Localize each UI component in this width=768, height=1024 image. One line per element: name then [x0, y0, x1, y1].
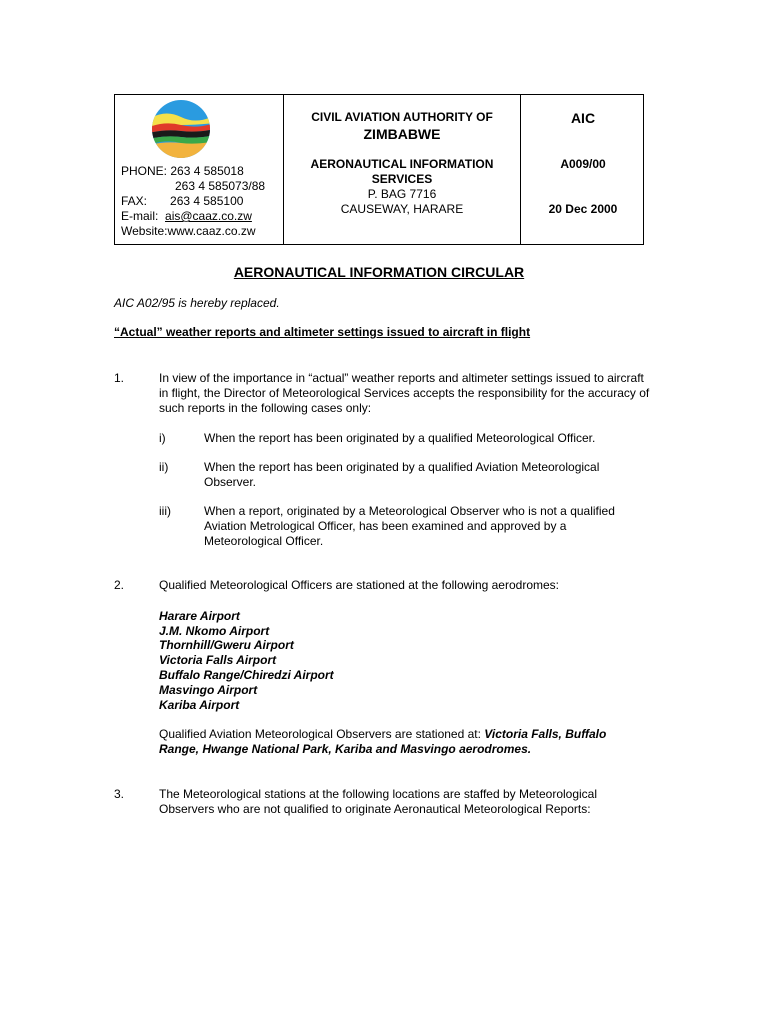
document-header: [114, 94, 644, 245]
circular-title: AERONAUTICAL INFORMATION CIRCULAR: [233, 264, 525, 280]
observers-intro: Qualified Aviation Meteorological Observers are stationed at:: [159, 727, 485, 741]
section-1-item-1-number: i): [159, 431, 166, 445]
service-line-2: SERVICES: [371, 172, 433, 186]
airport-list-item: Masvingo Airport: [159, 683, 258, 697]
section-1-item-2-text: When the report has been originated by a qualified Aviation Meteorological Observer.: [204, 460, 600, 489]
authority-line-1: CIVIL AVIATION AUTHORITY OF: [311, 110, 493, 124]
service-line-1: AERONAUTICAL INFORMATION: [310, 157, 494, 171]
address-line-2: CAUSEWAY, HARARE: [340, 202, 464, 216]
section-1-item-2-number: ii): [159, 460, 169, 474]
section-3-number: 3.: [114, 787, 125, 801]
section-1-item-3-text: When a report, originated by a Meteorological Observer who is not a qualified Aviation Metrological Officer, has been examined and approved by a Meteorological Officer.: [204, 504, 615, 548]
airport-list-item: Kariba Airport: [159, 698, 240, 712]
address-line-1: P. BAG 7716: [367, 187, 437, 201]
airport-list-item: Harare Airport: [159, 609, 240, 623]
doc-date: 20 Dec 2000: [548, 202, 618, 216]
doc-type: AIC: [570, 110, 596, 126]
phone-line-1: PHONE: 263 4 585018: [121, 164, 244, 178]
section-2-text: Qualified Meteorological Officers are stationed at the following aerodromes:: [159, 578, 559, 592]
observers-paragraph: [159, 727, 641, 757]
section-1-number: 1.: [114, 371, 125, 385]
website-line: Website:www.caaz.co.zw: [121, 224, 256, 238]
section-3-text: The Meteorological stations at the following locations are staffed by Meteorological Observers who are not qualified to originate Aeronautical Meteorological Reports:: [159, 787, 598, 816]
doc-number: A009/00: [560, 157, 606, 171]
section-1-item-3-number: iii): [159, 504, 171, 518]
airport-list-item: Victoria Falls Airport: [159, 653, 277, 667]
replaced-note: AIC A02/95 is hereby replaced.: [114, 296, 280, 310]
airport-list-item: Thornhill/Gweru Airport: [159, 638, 294, 652]
authority-line-2: ZIMBABWE: [363, 126, 441, 142]
phone-line-2: 263 4 585073/88: [175, 179, 266, 193]
section-1-item-1-text: When the report has been originated by a qualified Meteorological Officer.: [204, 431, 596, 445]
subject-line: “Actual” weather reports and altimeter settings issued to aircraft in flight: [114, 325, 531, 339]
fax-line: FAX: 263 4 585100: [121, 194, 244, 208]
section-1-text: In view of the importance in “actual” weather reports and altimeter settings issued to aircraft in flight, the Director of Meteorological Services accepts the responsibility for the accuracy of such reports in the following cases only:: [159, 371, 650, 415]
email-link[interactable]: ais@caaz.co.zw: [165, 209, 252, 223]
airport-list-item: Buffalo Range/Chiredzi Airport: [159, 668, 334, 682]
email-line: E-mail: ais@caaz.co.zw: [121, 209, 252, 223]
section-2-number: 2.: [114, 578, 125, 592]
caaz-logo: [149, 95, 213, 159]
website-link[interactable]: www.caaz.co.zw: [167, 224, 256, 238]
airport-list-item: J.M. Nkomo Airport: [159, 624, 270, 638]
observers-locations: Victoria Falls, Buffalo Range, Hwange National Park, Kariba and Masvingo aerodromes.: [159, 727, 607, 756]
